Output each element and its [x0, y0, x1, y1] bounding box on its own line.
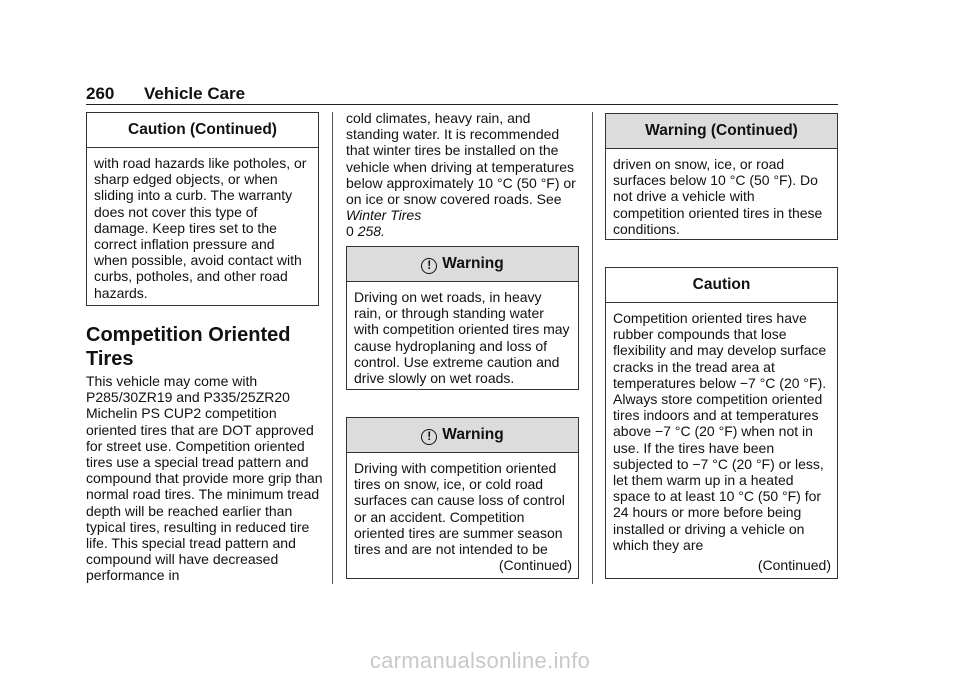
warning-body-snow-ice: Driving with competition oriented tires on snow, ice, or cold road surfaces can cause loss of control or an accident. Competition oriented tires are summer season tires and are not intended to be [354, 460, 565, 558]
section-heading-line1: Competition Oriented [86, 324, 291, 346]
warning-box-wet-roads [346, 246, 579, 390]
continued-paragraph: cold climates, heavy rain, and standing water. It is recommended that winter tires be installed on the vehicle when driving at temperatures below approximately 10 °C (50 °F) or on ice or snow covered roads. See Winter Tires 0 258. [346, 110, 576, 240]
continued-label: (Continued) [498, 557, 572, 573]
header-rule [86, 104, 838, 105]
caution-continued-title: Caution (Continued) [87, 113, 318, 148]
continued-paragraph-text: cold climates, heavy rain, and standing water. It is recommended that winter tires be installed on the vehicle when driving at temperatures below approximately 10 °C (50 °F) or on ice or snow covered roads. See [346, 110, 576, 208]
caution-continued-box [86, 112, 319, 306]
warning-body-wet-roads: Driving on wet roads, in heavy rain, or through standing water with competition oriented tires may cause hydroplaning and loss of control. Use extreme caution and drive slowly on wet roads. [354, 289, 570, 387]
page-ref-number[interactable]: 258 [357, 223, 382, 240]
column-divider-2 [592, 112, 593, 584]
column-divider-1 [332, 112, 333, 584]
intro-paragraph: This vehicle may come with P285/30ZR19 and P335/25ZR20 Michelin PS CUP2 competition oriented tires that are DOT approved for street use. Competition oriented tires use a special tread pattern and compound that provide more grip than normal road tires. The minimum tread depth will be reached earlier than typical tires, resulting in reduced tire life. This special tread pattern and compound will have decreased performance in [86, 373, 323, 584]
warning-title-row [347, 247, 578, 282]
warning-title-row [347, 418, 578, 453]
page-ref-icon: 0 [346, 223, 354, 240]
continued-label: (Continued) [757, 557, 831, 573]
section-heading [86, 323, 326, 371]
warning-box-snow-ice [346, 417, 579, 579]
section-title: Vehicle Care [144, 84, 246, 103]
winter-tires-link[interactable]: Winter Tires [346, 207, 422, 224]
page-number: 260 [86, 84, 115, 103]
warning-continued-box [605, 113, 838, 240]
caution-box-storage [605, 267, 838, 579]
caution-title: Caution [606, 268, 837, 303]
section-heading-line2: Tires [86, 348, 134, 370]
warning-icon: ! [421, 258, 437, 274]
warning-icon: ! [421, 429, 437, 445]
warning-continued-title: Warning (Continued) [606, 114, 837, 149]
warning-title: Warning [442, 255, 504, 272]
watermark: carmanualsonline.info [369, 648, 591, 673]
warning-title: Warning [442, 426, 504, 443]
warning-continued-body: driven on snow, ice, or road surfaces below 10 °C (50 °F). Do not drive a vehicle with competition oriented tires in these conditions. [613, 156, 823, 237]
page-header [86, 84, 838, 106]
caution-continued-body: with road hazards like potholes, or sharp edged objects, or when sliding into a curb. The warranty does not cover this type of damage. Keep tires set to the correct inflation pressure and when possible, avoid contact with curbs, potholes, and other road hazards. [94, 155, 307, 301]
caution-body-storage: Competition oriented tires have rubber compounds that lose flexibility and may develop surface cracks in the tread area at temperatures below −7 °C (20 °F). Always store competition oriented tires indoors and at temperatures above −7 °C (20 °F) when not in use. If the tires have been subjected to −7 °C (20 °F) or less, let them warm up in a heated space to at least 10 °C (50 °F) for 24 hours or more before being installed or driving a vehicle on which they are [613, 310, 827, 553]
